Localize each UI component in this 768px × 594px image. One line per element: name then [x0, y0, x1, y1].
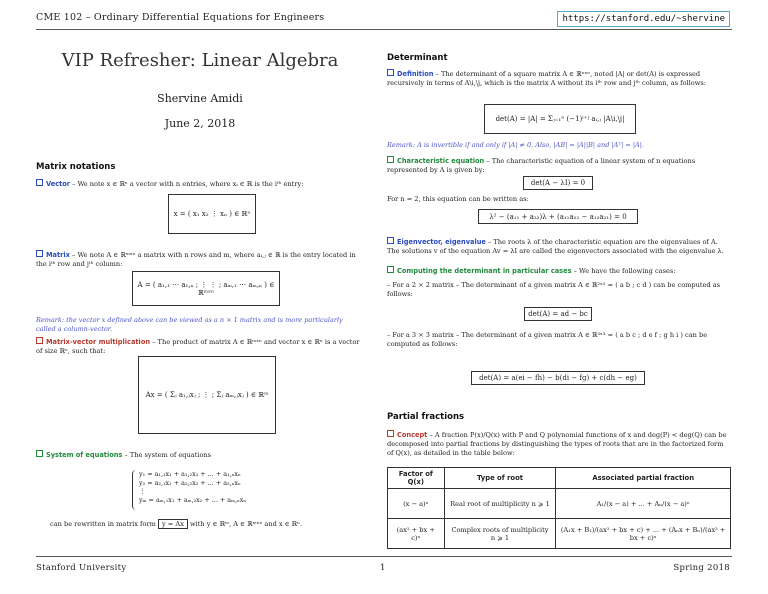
section-determinant: Determinant — [387, 53, 448, 63]
definition-paragraph: Definition – The determinant of a square matrix A ∈ ℝⁿˣⁿ, noted |A| or det(A) is expressed recursively in terms of A\i,\j, which is the matrix A without its iᵗʰ row and jᵗʰ column, as follows: — [387, 70, 706, 87]
characteristic-formula-box: det(A − λI) = 0 — [523, 176, 593, 190]
matrix-paragraph: Matrix – We note A ∈ ℝᵐˣⁿ a matrix with n rows and m, where aᵢ,ⱼ ∈ ℝ is the entry located in the iᵗʰ row and jᵗʰ column: — [36, 251, 356, 268]
matrix-form-box: y = Ax — [158, 519, 188, 529]
case-2x2-formula-box: det(A) = ad − bc — [524, 307, 592, 321]
matrix-term: Matrix — [36, 251, 70, 259]
checkbox-square-icon — [36, 250, 43, 257]
column-vector-remark: Remark: the vector x defined above can be viewed as a n × 1 matrix and is more particularly called a column-vector. — [36, 316, 343, 333]
characteristic-paragraph: Characteristic equation – The characteristic equation of a linear system of n equations represented by A is given by: — [387, 157, 696, 174]
eigen-term: Eigenvector, eigenvalue — [387, 238, 486, 246]
case-3x3-formula-box: det(A) = a(ei − fh) − b(di − fg) + c(dh − eg) — [471, 371, 645, 385]
publish-date: June 2, 2018 — [164, 117, 236, 130]
footer-university: Stanford University — [36, 563, 127, 573]
n2-text: For n = 2, this equation can be written as: — [387, 195, 529, 203]
section-partial-fractions: Partial fractions — [387, 412, 465, 422]
page-number: 1 — [380, 563, 386, 573]
course-header: CME 102 – Ordinary Differential Equations for Engineers — [36, 12, 325, 23]
computing-det-term: Computing the determinant in particular cases — [387, 267, 572, 275]
equation-line: y₂ = a₂,₁x₁ + a₂,₂x₂ + ... + a₂,ₙxₙ — [139, 478, 241, 487]
characteristic-term: Characteristic equation — [387, 157, 484, 165]
footer-term: Spring 2018 — [673, 563, 730, 573]
equation-line: y₁ = a₁,₁x₁ + a₁,₂x₂ + ... + a₁,ₙxₙ — [139, 470, 241, 478]
table-header: Associated partial fraction — [556, 468, 731, 489]
matrix-vector-formula-box: Ax = ( Σⱼ a₁,ⱼxⱼ ; ⋮ ; Σⱼ aₘ,ⱼxⱼ ) ∈ ℝᵐ — [138, 356, 276, 434]
matrix-formula-box: A = ( a₁,₁ ⋯ a₁,ₙ ; ⋮ ⋮ ; aₘ,₁ ⋯ aₘ,ₙ ) ∈ ℝᵐˣⁿ — [132, 271, 280, 306]
footer-rule — [36, 556, 732, 557]
table-cell: Real root of multiplicity n ⩾ 1 — [444, 489, 556, 519]
equation-line: ⋮ — [139, 487, 146, 496]
table-cell: (A₁x + B₁)/(ax² + bx + c) + ... + (Aₙx + Bₙ)/(ax² + bx + c)ⁿ — [556, 519, 731, 549]
table-row — [388, 489, 731, 519]
checkbox-square-icon — [36, 450, 43, 457]
author-name: Shervine Amidi — [157, 92, 243, 105]
n2-formula-box: λ² − (a₁₁ + a₂₂)λ + (a₁₁a₂₂ − a₁₂a₂₁) = 0 — [478, 209, 638, 224]
table-header-row — [388, 468, 731, 489]
header-rule — [36, 29, 732, 30]
checkbox-square-icon — [387, 156, 394, 163]
partial-fractions-table — [387, 467, 731, 549]
checkbox-square-icon — [387, 430, 394, 437]
page-title: VIP Refresher: Linear Algebra — [61, 50, 339, 71]
table-cell: A₁/(x − a) + ... + Aₙ/(x − a)ⁿ — [556, 489, 731, 519]
matrix-vector-paragraph: Matrix-vector multiplication – The product of matrix A ∈ ℝᵐˣⁿ and vector x ∈ ℝⁿ is a vector of size ℝⁿ, such that: — [36, 338, 360, 355]
checkbox-square-icon — [387, 237, 394, 244]
vector-term: Vector — [36, 180, 70, 188]
table-row — [388, 519, 731, 549]
matrix-form-sentence: can be rewritten in matrix form y = Ax with y ∈ ℝᵐ, A ∈ ℝᵐˣⁿ and x ∈ ℝⁿ. — [50, 520, 303, 528]
table-cell: (ax² + bx + c)ⁿ — [388, 519, 445, 549]
definition-term: Definition — [387, 70, 433, 78]
table-cell: Complex roots of multiplicity n ⩾ 1 — [444, 519, 556, 549]
brace-icon — [132, 470, 136, 510]
checkbox-square-icon — [387, 69, 394, 76]
checkbox-square-icon — [36, 179, 43, 186]
table-header: Type of root — [444, 468, 556, 489]
system-equations-paragraph: System of equations – The system of equations — [36, 450, 364, 460]
vector-formula-box: x = ( x₁ x₂ ⋮ xₙ ) ∈ ℝⁿ — [168, 194, 256, 234]
table-cell: (x − a)ⁿ — [388, 489, 445, 519]
author-url-link[interactable]: https://stanford.edu/~shervine — [557, 11, 730, 27]
invertible-remark: Remark: A is invertible if and only if |A| ≠ 0. Also, |AB| = |A||B| and |Aᵀ| = |A|. — [387, 141, 644, 149]
checkbox-square-icon — [36, 337, 43, 344]
case-2x2-text: – For a 2 × 2 matrix – The determinant of a given matrix A ∈ ℝ²ˣ² = ( a b ; c d ) can be computed as follows: — [387, 281, 721, 298]
system-equations-term: System of equations — [36, 451, 122, 459]
determinant-formula-box: det(A) = |A| = Σⱼ₌₁ⁿ (−1)ⁱ⁺ʲ aᵢ,ⱼ |A\i,\j| — [484, 104, 636, 134]
concept-paragraph: Concept – A fraction P(x)/Q(x) with P and Q polynomial functions of x and deg(P) < deg(Q) can be decomposed into partial fractions by distinguishing the types of roots that are in the factorized form of Q(x), as detailed in the table below: — [387, 431, 727, 457]
system-equations-lines — [139, 470, 246, 504]
table-header: Factor of Q(x) — [388, 468, 445, 489]
case-3x3-text: – For a 3 × 3 matrix – The determinant of a given matrix A ∈ ℝ³ˣ³ = ( a b c ; d e f ; g h i ) can be computed as follows: — [387, 331, 708, 348]
matrix-vector-term: Matrix-vector multiplication — [36, 338, 150, 346]
checkbox-square-icon — [387, 266, 394, 273]
concept-term: Concept — [387, 431, 427, 439]
vector-paragraph: Vector – We note x ∈ ℝⁿ a vector with n entries, where xᵢ ∈ ℝ is the iᵗʰ entry: — [36, 179, 364, 189]
eigen-paragraph: Eigenvector, eigenvalue – The roots λ of the characteristic equation are the eigenvalues of A. The solutions v of the equation Av = λI are called the eigenvectors associated with the eigenvalue λ. — [387, 238, 724, 255]
computing-det-paragraph: Computing the determinant in particular cases – We have the following cases: — [387, 266, 731, 276]
equation-line: yₘ = aₘ,₁x₁ + aₘ,₂x₂ + ... + aₘ,ₙxₙ — [139, 495, 247, 504]
section-matrix-notations: Matrix notations — [36, 162, 116, 172]
